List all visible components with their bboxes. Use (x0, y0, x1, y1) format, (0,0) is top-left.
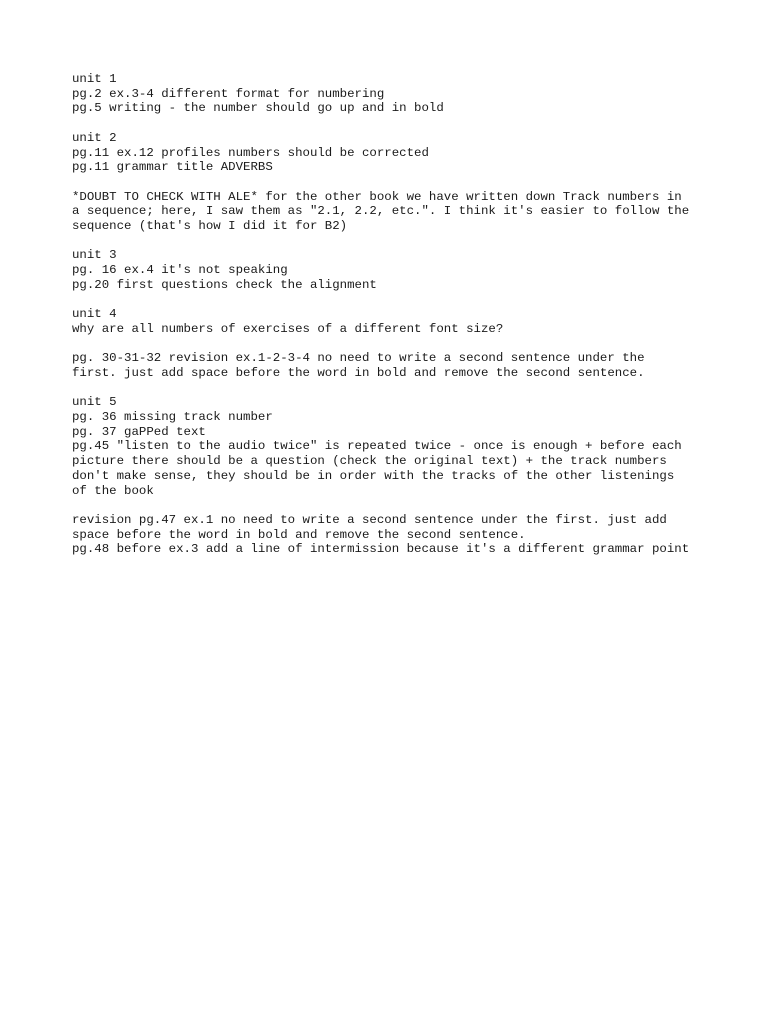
text-line: pg.11 grammar title ADVERBS (72, 160, 273, 175)
text-line: pg. 30-31-32 revision ex.1-2-3-4 no need to write a second sentence under the (72, 351, 645, 366)
text-line: unit 4 (72, 307, 117, 322)
text-line: pg.11 ex.12 profiles numbers should be corrected (72, 145, 429, 160)
paragraph-revision-47-48 (72, 513, 712, 557)
paragraph-unit-5 (72, 395, 712, 498)
text-line: pg. 37 gaPPed text (72, 424, 206, 439)
text-line: space before the word in bold and remove the second sentence. (72, 527, 526, 542)
text-line: unit 3 (72, 248, 117, 263)
text-line: picture there should be a question (check the original text) + the track numbers (72, 454, 667, 469)
text-line: revision pg.47 ex.1 no need to write a second sentence under the first. just add (72, 512, 667, 527)
document-page (72, 72, 712, 572)
text-line: of the book (72, 483, 154, 498)
text-line: pg.5 writing - the number should go up and in bold (72, 101, 444, 116)
paragraph-revision-30-32 (72, 351, 712, 380)
text-line: pg. 36 missing track number (72, 410, 273, 425)
text-line: unit 2 (72, 130, 117, 145)
text-line: why are all numbers of exercises of a different font size? (72, 321, 504, 336)
text-line: pg.20 first questions check the alignment (72, 277, 377, 292)
text-line: pg.45 "listen to the audio twice" is repeated twice - once is enough + before each (72, 439, 682, 454)
text-line: sequence (that's how I did it for B2) (72, 219, 348, 233)
text-line: pg. 16 ex.4 it's not speaking (72, 263, 288, 278)
paragraph-unit-1 (72, 72, 712, 116)
text-line: *DOUBT TO CHECK WITH ALE* for the other book we have written down Track numbers in (72, 189, 682, 204)
text-line: a sequence; here, I saw them as "2.1, 2.2, etc.". I think it's easier to follow the (72, 204, 690, 219)
paragraph-unit-3 (72, 248, 712, 292)
paragraph-unit-2 (72, 131, 712, 175)
text-line: unit 1 (72, 72, 117, 86)
paragraph-doubt-note (72, 190, 712, 234)
text-line: pg.2 ex.3-4 different format for numbering (72, 86, 385, 101)
paragraph-unit-4 (72, 307, 712, 336)
text-line: unit 5 (72, 395, 117, 410)
text-line: pg.48 before ex.3 add a line of intermission because it's a different grammar point (72, 542, 690, 557)
text-line: don't make sense, they should be in order with the tracks of the other listenings (72, 468, 675, 483)
text-line: first. just add space before the word in bold and remove the second sentence. (72, 365, 645, 380)
